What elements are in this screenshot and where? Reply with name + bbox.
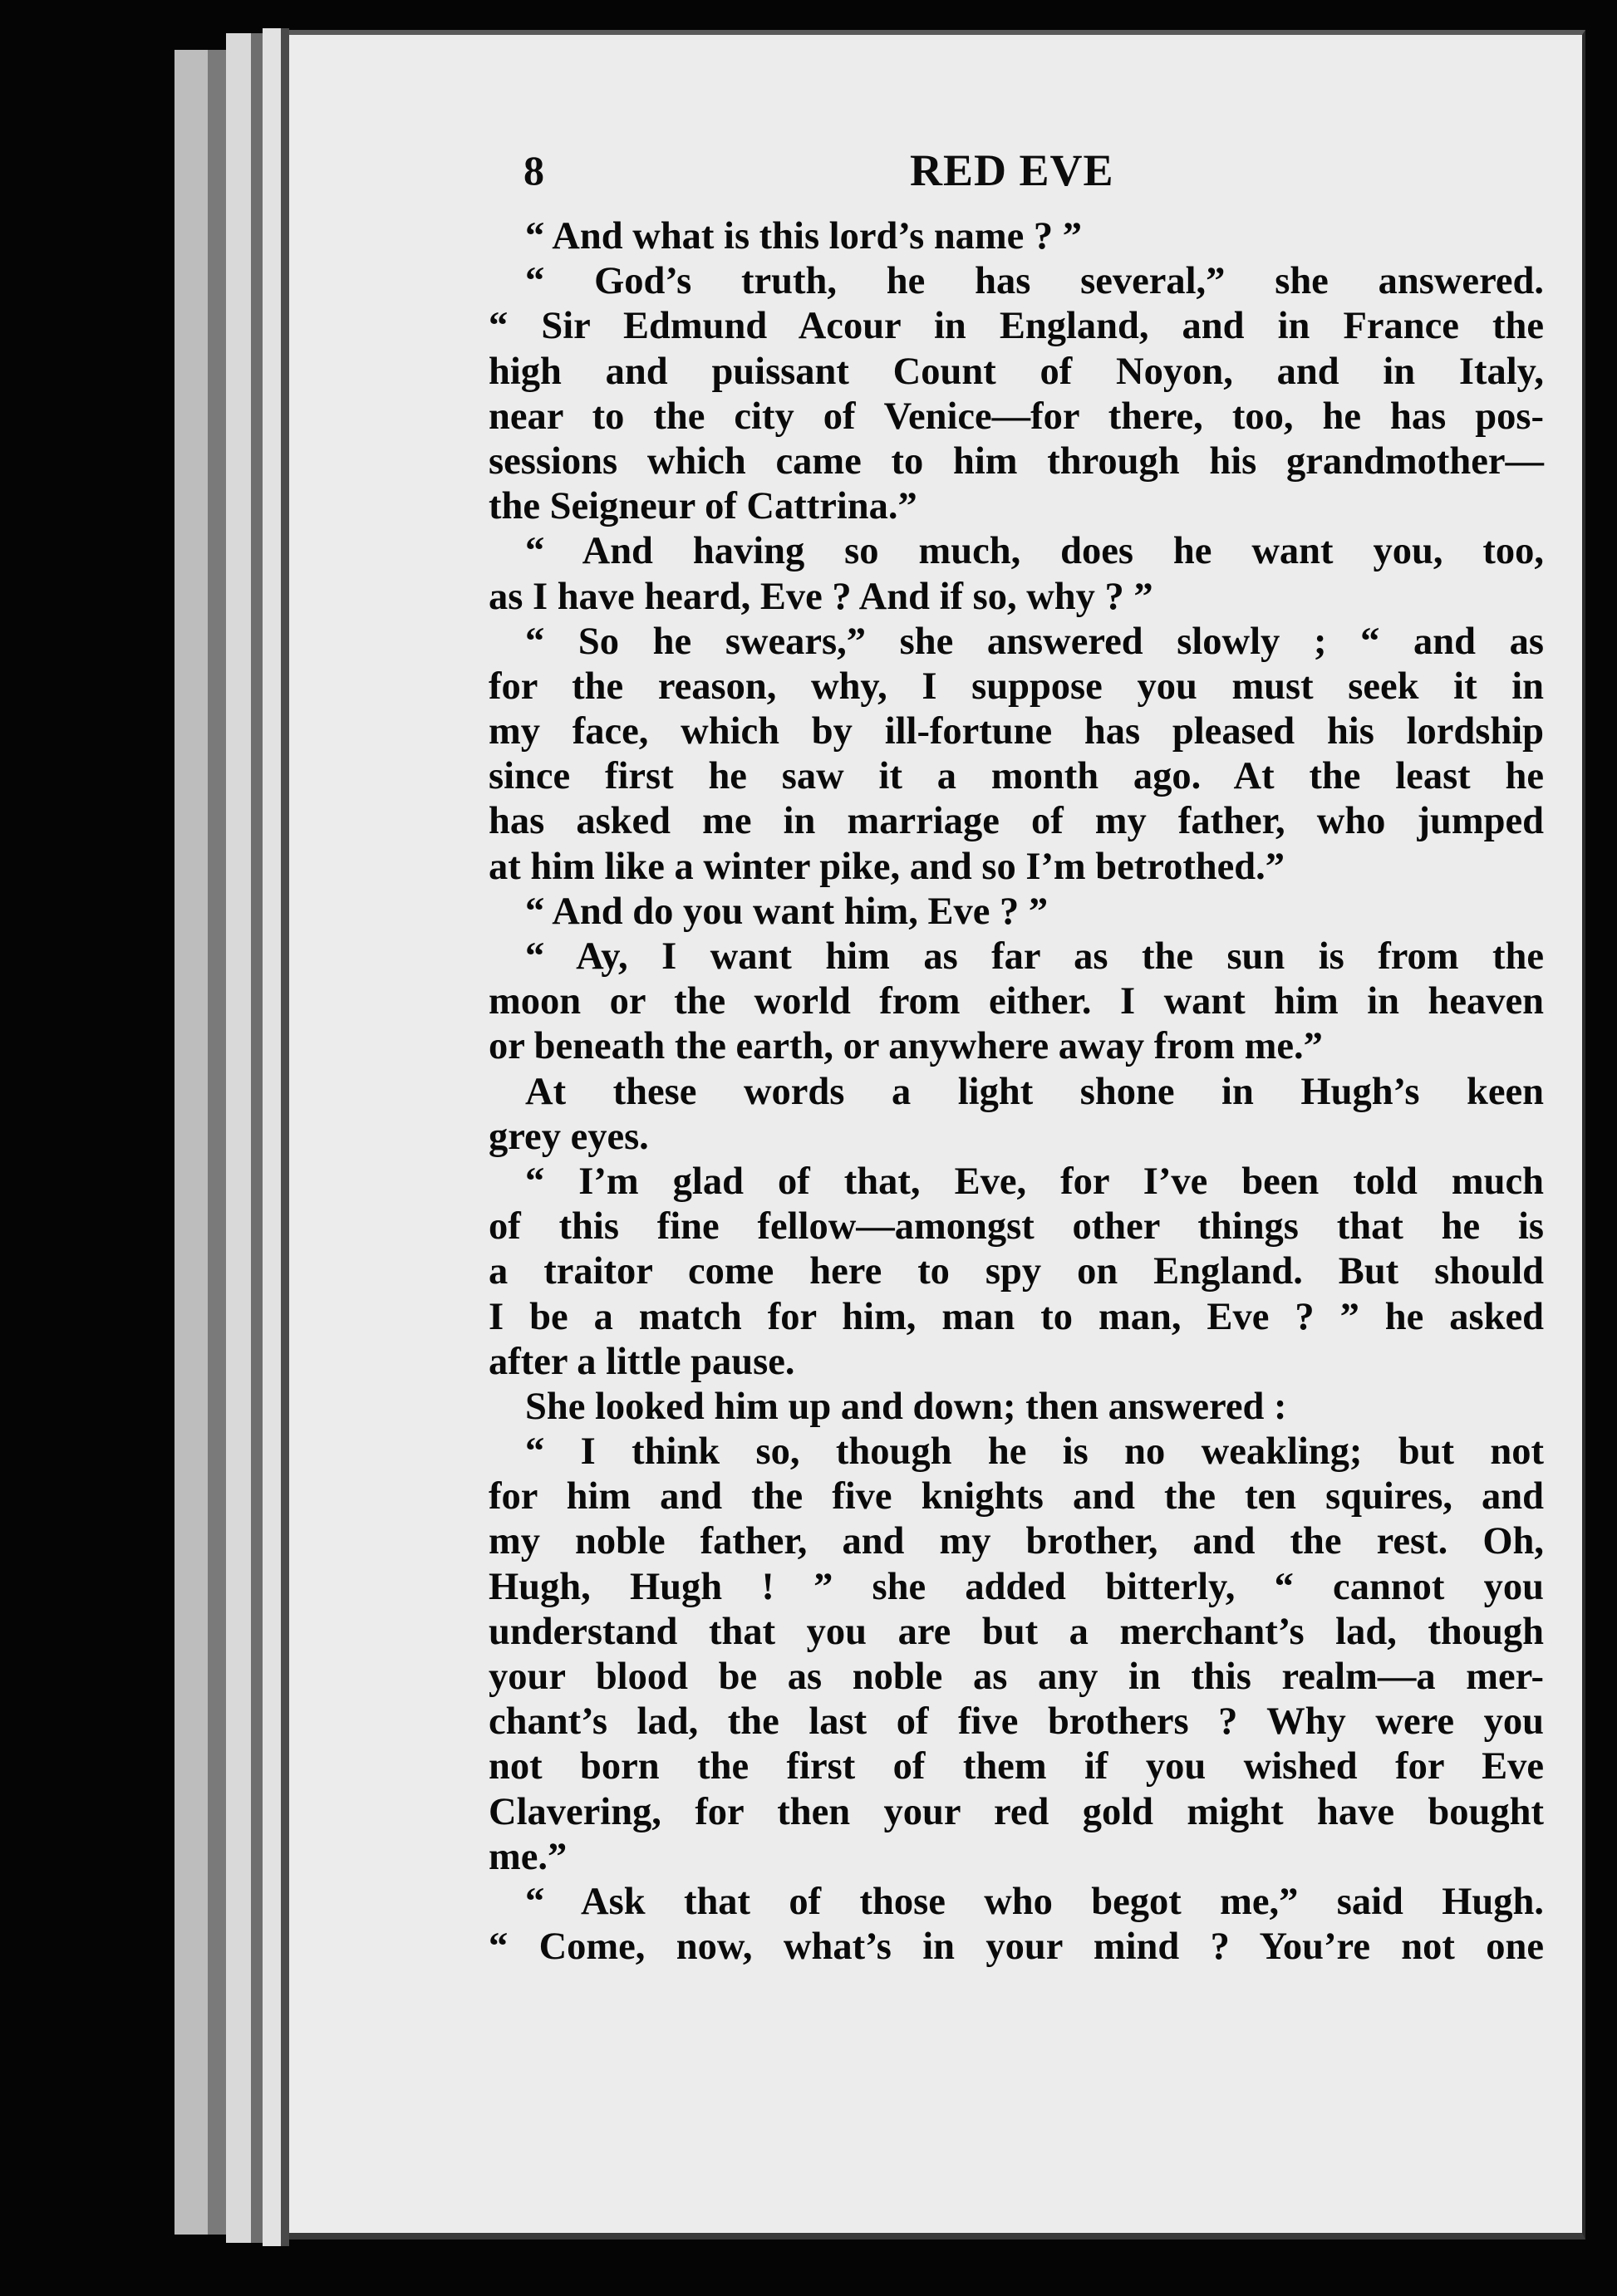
text-line: since first he saw it a month ago. At the least he bbox=[489, 755, 1544, 798]
text-line: “ So he swears,” she answered slowly ; “ and as bbox=[525, 620, 1544, 663]
running-head bbox=[523, 141, 1554, 199]
page-number: 8 bbox=[523, 147, 544, 194]
text-line: “ And what is this lord’s name ? ” bbox=[525, 215, 1083, 258]
text-line: sessions which came to him through his grandmother— bbox=[489, 439, 1544, 483]
text-line: grey eyes. bbox=[489, 1115, 649, 1158]
text-line: Hugh, Hugh ! ” she added bitterly, “ cannot you bbox=[489, 1565, 1544, 1608]
text-line: at him like a winter pike, and so I’m betrothed.” bbox=[489, 845, 1285, 888]
text-line: “ Ay, I want him as far as the sun is from the bbox=[525, 935, 1544, 978]
text-line: as I have heard, Eve ? And if so, why ? ” bbox=[489, 575, 1153, 618]
text-line: At these words a light shone in Hugh’s keen bbox=[525, 1070, 1544, 1113]
text-line: “ I think so, though he is no weakling; but not bbox=[525, 1430, 1544, 1474]
running-title: RED EVE bbox=[910, 145, 1114, 195]
text-line: not born the first of them if you wished for Eve bbox=[489, 1745, 1544, 1788]
text-line: I be a match for him, man to man, Eve ? ” he asked bbox=[489, 1295, 1544, 1338]
text-line: “ And do you want him, Eve ? ” bbox=[525, 890, 1049, 933]
body-text bbox=[489, 214, 1544, 1970]
text-line: after a little pause. bbox=[489, 1340, 795, 1383]
text-line: understand that you are but a merchant’s lad, though bbox=[489, 1610, 1544, 1653]
page-edge bbox=[263, 28, 281, 2246]
text-line: “ I’m glad of that, Eve, for I’ve been told much bbox=[525, 1160, 1544, 1203]
text-line: “ And having so much, does he want you, too, bbox=[525, 530, 1544, 573]
text-line: or beneath the earth, or anywhere away from me.” bbox=[489, 1025, 1323, 1068]
page-edge bbox=[251, 33, 263, 2243]
text-line: moon or the world from either. I want him in heaven bbox=[489, 980, 1544, 1023]
text-line: a traitor come here to spy on England. But should bbox=[489, 1250, 1544, 1293]
text-line: my face, which by ill-fortune has pleased his lordship bbox=[489, 710, 1544, 753]
text-line: has asked me in marriage of my father, who jumped bbox=[489, 800, 1544, 843]
text-line: high and puissant Count of Noyon, and in Italy, bbox=[489, 350, 1544, 393]
text-line: She looked him up and down; then answered : bbox=[525, 1385, 1287, 1428]
page-edge bbox=[174, 50, 208, 2235]
page-edge bbox=[281, 28, 289, 2246]
text-line: for the reason, why, I suppose you must seek it in bbox=[489, 665, 1544, 708]
text-line: Clavering, for then your red gold might have bought bbox=[489, 1790, 1544, 1833]
text-line: “ Come, now, what’s in your mind ? You’re not one bbox=[489, 1926, 1544, 1969]
text-line: the Seigneur of Cattrina.” bbox=[489, 485, 917, 528]
text-line: my noble father, and my brother, and the rest. Oh, bbox=[489, 1520, 1544, 1563]
text-line: your blood be as noble as any in this realm—a mer- bbox=[489, 1656, 1544, 1698]
text-line: “ Ask that of those who begot me,” said Hugh. bbox=[525, 1880, 1544, 1923]
text-line: me.” bbox=[489, 1835, 568, 1878]
text-line: for him and the five knights and the ten squires, and bbox=[489, 1475, 1544, 1518]
text-line: chant’s lad, the last of five brothers ? Why were you bbox=[489, 1700, 1544, 1744]
text-line: of this fine fellow—amongst other things that he is bbox=[489, 1205, 1544, 1249]
text-line: “ Sir Edmund Acour in England, and in France the bbox=[489, 305, 1544, 348]
text-line: “ God’s truth, he has several,” she answered. bbox=[525, 260, 1544, 303]
text-line: near to the city of Venice—for there, too, he has pos- bbox=[489, 395, 1544, 438]
page-edge bbox=[226, 33, 251, 2243]
page-edge bbox=[208, 50, 226, 2235]
